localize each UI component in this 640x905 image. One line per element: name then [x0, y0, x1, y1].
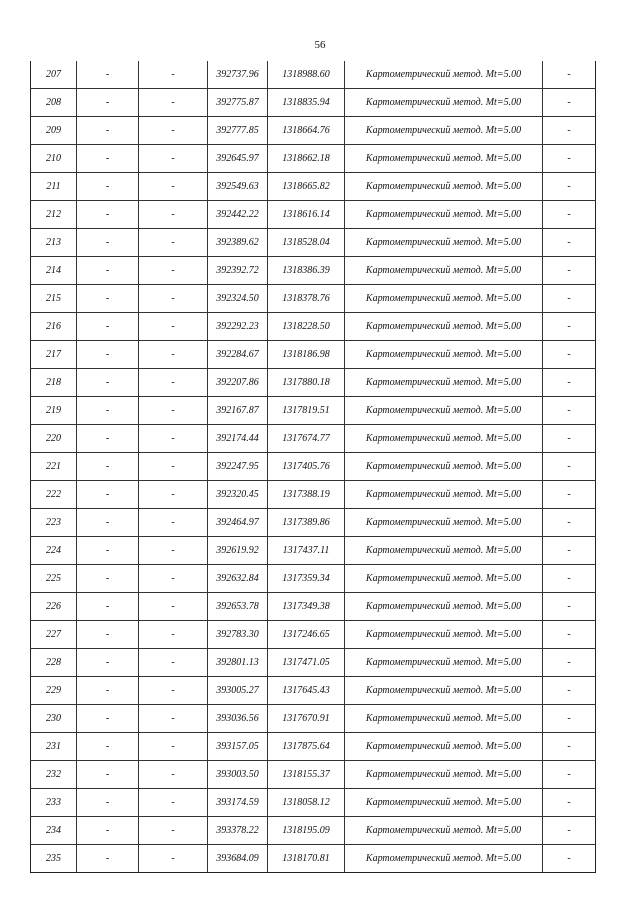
dash-cell: - — [77, 593, 139, 621]
dash-cell: - — [543, 621, 596, 649]
y-coordinate-cell: 1318665.82 — [268, 173, 345, 201]
dash-cell: - — [543, 61, 596, 89]
table-row — [31, 761, 596, 789]
y-coordinate-cell: 1318835.94 — [268, 89, 345, 117]
dash-cell: - — [77, 509, 139, 537]
x-coordinate-cell: 392619.92 — [208, 537, 268, 565]
point-number-cell: 220 — [31, 425, 77, 453]
dash-cell: - — [139, 229, 208, 257]
x-coordinate-cell: 393036.56 — [208, 705, 268, 733]
dash-cell: - — [139, 425, 208, 453]
table-row — [31, 313, 596, 341]
point-number-cell: 222 — [31, 481, 77, 509]
method-cell: Картометрический метод. Mt=5.00 — [345, 677, 543, 705]
y-coordinate-cell: 1318195.09 — [268, 817, 345, 845]
x-coordinate-cell: 393174.59 — [208, 789, 268, 817]
x-coordinate-cell: 392442.22 — [208, 201, 268, 229]
method-cell: Картометрический метод. Mt=5.00 — [345, 845, 543, 873]
dash-cell: - — [139, 817, 208, 845]
dash-cell: - — [139, 173, 208, 201]
dash-cell: - — [77, 201, 139, 229]
point-number-cell: 217 — [31, 341, 77, 369]
dash-cell: - — [543, 649, 596, 677]
dash-cell: - — [77, 397, 139, 425]
y-coordinate-cell: 1317405.76 — [268, 453, 345, 481]
x-coordinate-cell: 392247.95 — [208, 453, 268, 481]
table-row — [31, 677, 596, 705]
point-number-cell: 210 — [31, 145, 77, 173]
method-cell: Картометрический метод. Mt=5.00 — [345, 649, 543, 677]
table-row — [31, 257, 596, 285]
dash-cell: - — [543, 285, 596, 313]
method-cell: Картометрический метод. Mt=5.00 — [345, 733, 543, 761]
x-coordinate-cell: 393378.22 — [208, 817, 268, 845]
dash-cell: - — [139, 509, 208, 537]
y-coordinate-cell: 1318186.98 — [268, 341, 345, 369]
dash-cell: - — [543, 593, 596, 621]
dash-cell: - — [543, 369, 596, 397]
dash-cell: - — [543, 201, 596, 229]
method-cell: Картометрический метод. Mt=5.00 — [345, 565, 543, 593]
method-cell: Картометрический метод. Mt=5.00 — [345, 481, 543, 509]
table-row — [31, 425, 596, 453]
method-cell: Картометрический метод. Mt=5.00 — [345, 341, 543, 369]
table-row — [31, 89, 596, 117]
point-number-cell: 215 — [31, 285, 77, 313]
x-coordinate-cell: 392320.45 — [208, 481, 268, 509]
table-row — [31, 593, 596, 621]
y-coordinate-cell: 1317674.77 — [268, 425, 345, 453]
x-coordinate-cell: 392645.97 — [208, 145, 268, 173]
dash-cell: - — [543, 89, 596, 117]
method-cell: Картометрический метод. Mt=5.00 — [345, 621, 543, 649]
dash-cell: - — [543, 789, 596, 817]
dash-cell: - — [77, 537, 139, 565]
point-number-cell: 219 — [31, 397, 77, 425]
method-cell: Картометрический метод. Mt=5.00 — [345, 201, 543, 229]
x-coordinate-cell: 393684.09 — [208, 845, 268, 873]
y-coordinate-cell: 1318378.76 — [268, 285, 345, 313]
dash-cell: - — [543, 481, 596, 509]
dash-cell: - — [77, 285, 139, 313]
dash-cell: - — [139, 313, 208, 341]
y-coordinate-cell: 1318386.39 — [268, 257, 345, 285]
point-number-cell: 225 — [31, 565, 77, 593]
dash-cell: - — [543, 397, 596, 425]
dash-cell: - — [139, 705, 208, 733]
point-number-cell: 221 — [31, 453, 77, 481]
point-number-cell: 227 — [31, 621, 77, 649]
table-row — [31, 201, 596, 229]
point-number-cell: 218 — [31, 369, 77, 397]
dash-cell: - — [139, 621, 208, 649]
method-cell: Картометрический метод. Mt=5.00 — [345, 509, 543, 537]
dash-cell: - — [139, 565, 208, 593]
x-coordinate-cell: 392777.85 — [208, 117, 268, 145]
y-coordinate-cell: 1318664.76 — [268, 117, 345, 145]
x-coordinate-cell: 392389.62 — [208, 229, 268, 257]
method-cell: Картометрический метод. Mt=5.00 — [345, 89, 543, 117]
y-coordinate-cell: 1317875.64 — [268, 733, 345, 761]
point-number-cell: 211 — [31, 173, 77, 201]
table-row — [31, 733, 596, 761]
dash-cell: - — [139, 117, 208, 145]
dash-cell: - — [543, 453, 596, 481]
page-number: 56 — [314, 39, 326, 51]
point-number-cell: 230 — [31, 705, 77, 733]
dash-cell: - — [77, 845, 139, 873]
point-number-cell: 233 — [31, 789, 77, 817]
y-coordinate-cell: 1317349.38 — [268, 593, 345, 621]
y-coordinate-cell: 1318170.81 — [268, 845, 345, 873]
point-number-cell: 207 — [31, 61, 77, 89]
point-number-cell: 235 — [31, 845, 77, 873]
method-cell: Картометрический метод. Mt=5.00 — [345, 789, 543, 817]
method-cell: Картометрический метод. Mt=5.00 — [345, 761, 543, 789]
point-number-cell: 216 — [31, 313, 77, 341]
y-coordinate-cell: 1318616.14 — [268, 201, 345, 229]
x-coordinate-cell: 393157.05 — [208, 733, 268, 761]
dash-cell: - — [77, 257, 139, 285]
dash-cell: - — [139, 733, 208, 761]
y-coordinate-cell: 1317880.18 — [268, 369, 345, 397]
dash-cell: - — [77, 565, 139, 593]
y-coordinate-cell: 1317437.11 — [268, 537, 345, 565]
table-row — [31, 61, 596, 89]
dash-cell: - — [139, 789, 208, 817]
table-row — [31, 369, 596, 397]
dash-cell: - — [139, 285, 208, 313]
table-row — [31, 285, 596, 313]
method-cell: Картометрический метод. Mt=5.00 — [345, 537, 543, 565]
y-coordinate-cell: 1318228.50 — [268, 313, 345, 341]
x-coordinate-cell: 392392.72 — [208, 257, 268, 285]
point-number-cell: 234 — [31, 817, 77, 845]
dash-cell: - — [77, 425, 139, 453]
dash-cell: - — [139, 201, 208, 229]
dash-cell: - — [543, 845, 596, 873]
point-number-cell: 209 — [31, 117, 77, 145]
y-coordinate-cell: 1317670.91 — [268, 705, 345, 733]
x-coordinate-cell: 392292.23 — [208, 313, 268, 341]
y-coordinate-cell: 1317359.34 — [268, 565, 345, 593]
dash-cell: - — [77, 705, 139, 733]
point-number-cell: 229 — [31, 677, 77, 705]
x-coordinate-cell: 392783.30 — [208, 621, 268, 649]
dash-cell: - — [543, 537, 596, 565]
dash-cell: - — [139, 341, 208, 369]
table-row — [31, 509, 596, 537]
dash-cell: - — [543, 117, 596, 145]
x-coordinate-cell: 392632.84 — [208, 565, 268, 593]
dash-cell: - — [139, 845, 208, 873]
table-row — [31, 705, 596, 733]
method-cell: Картометрический метод. Mt=5.00 — [345, 229, 543, 257]
method-cell: Картометрический метод. Mt=5.00 — [345, 369, 543, 397]
x-coordinate-cell: 392775.87 — [208, 89, 268, 117]
dash-cell: - — [77, 761, 139, 789]
method-cell: Картометрический метод. Mt=5.00 — [345, 257, 543, 285]
y-coordinate-cell: 1317471.05 — [268, 649, 345, 677]
table-row — [31, 845, 596, 873]
dash-cell: - — [543, 145, 596, 173]
table-row — [31, 341, 596, 369]
dash-cell: - — [77, 117, 139, 145]
coordinates-table — [30, 61, 596, 873]
dash-cell: - — [139, 145, 208, 173]
dash-cell: - — [77, 145, 139, 173]
method-cell: Картометрический метод. Mt=5.00 — [345, 173, 543, 201]
x-coordinate-cell: 392737.96 — [208, 61, 268, 89]
y-coordinate-cell: 1318988.60 — [268, 61, 345, 89]
y-coordinate-cell: 1318528.04 — [268, 229, 345, 257]
x-coordinate-cell: 392549.63 — [208, 173, 268, 201]
point-number-cell: 208 — [31, 89, 77, 117]
dash-cell: - — [77, 621, 139, 649]
dash-cell: - — [77, 677, 139, 705]
x-coordinate-cell: 392167.87 — [208, 397, 268, 425]
y-coordinate-cell: 1317389.86 — [268, 509, 345, 537]
dash-cell: - — [543, 761, 596, 789]
method-cell: Картометрический метод. Mt=5.00 — [345, 61, 543, 89]
x-coordinate-cell: 393005.27 — [208, 677, 268, 705]
table-row — [31, 649, 596, 677]
x-coordinate-cell: 392174.44 — [208, 425, 268, 453]
table-row — [31, 229, 596, 257]
method-cell: Картометрический метод. Mt=5.00 — [345, 817, 543, 845]
point-number-cell: 232 — [31, 761, 77, 789]
dash-cell: - — [543, 733, 596, 761]
dash-cell: - — [139, 761, 208, 789]
y-coordinate-cell: 1317388.19 — [268, 481, 345, 509]
dash-cell: - — [543, 341, 596, 369]
dash-cell: - — [139, 677, 208, 705]
dash-cell: - — [543, 509, 596, 537]
method-cell: Картометрический метод. Mt=5.00 — [345, 453, 543, 481]
dash-cell: - — [77, 341, 139, 369]
y-coordinate-cell: 1317645.43 — [268, 677, 345, 705]
dash-cell: - — [139, 369, 208, 397]
dash-cell: - — [543, 173, 596, 201]
x-coordinate-cell: 392801.13 — [208, 649, 268, 677]
table-row — [31, 481, 596, 509]
table-row — [31, 621, 596, 649]
dash-cell: - — [139, 453, 208, 481]
table-row — [31, 397, 596, 425]
y-coordinate-cell: 1317819.51 — [268, 397, 345, 425]
table-row — [31, 537, 596, 565]
dash-cell: - — [77, 61, 139, 89]
point-number-cell: 214 — [31, 257, 77, 285]
dash-cell: - — [139, 257, 208, 285]
method-cell: Картометрический метод. Mt=5.00 — [345, 285, 543, 313]
dash-cell: - — [77, 733, 139, 761]
y-coordinate-cell: 1317246.65 — [268, 621, 345, 649]
dash-cell: - — [139, 397, 208, 425]
dash-cell: - — [77, 173, 139, 201]
x-coordinate-cell: 392464.97 — [208, 509, 268, 537]
dash-cell: - — [77, 313, 139, 341]
x-coordinate-cell: 392324.50 — [208, 285, 268, 313]
dash-cell: - — [139, 537, 208, 565]
dash-cell: - — [139, 593, 208, 621]
dash-cell: - — [77, 789, 139, 817]
dash-cell: - — [139, 649, 208, 677]
dash-cell: - — [543, 425, 596, 453]
y-coordinate-cell: 1318058.12 — [268, 789, 345, 817]
dash-cell: - — [77, 649, 139, 677]
dash-cell: - — [77, 481, 139, 509]
method-cell: Картометрический метод. Mt=5.00 — [345, 705, 543, 733]
dash-cell: - — [77, 229, 139, 257]
dash-cell: - — [543, 229, 596, 257]
dash-cell: - — [139, 89, 208, 117]
x-coordinate-cell: 392284.67 — [208, 341, 268, 369]
method-cell: Картометрический метод. Mt=5.00 — [345, 313, 543, 341]
y-coordinate-cell: 1318662.18 — [268, 145, 345, 173]
dash-cell: - — [77, 369, 139, 397]
x-coordinate-cell: 392653.78 — [208, 593, 268, 621]
table-row — [31, 173, 596, 201]
x-coordinate-cell: 392207.86 — [208, 369, 268, 397]
x-coordinate-cell: 393003.50 — [208, 761, 268, 789]
point-number-cell: 226 — [31, 593, 77, 621]
dash-cell: - — [139, 481, 208, 509]
dash-cell: - — [77, 817, 139, 845]
method-cell: Картометрический метод. Mt=5.00 — [345, 117, 543, 145]
table-row — [31, 453, 596, 481]
dash-cell: - — [77, 453, 139, 481]
dash-cell: - — [543, 565, 596, 593]
dash-cell: - — [543, 817, 596, 845]
table-row — [31, 565, 596, 593]
table-row — [31, 145, 596, 173]
y-coordinate-cell: 1318155.37 — [268, 761, 345, 789]
method-cell: Картометрический метод. Mt=5.00 — [345, 145, 543, 173]
point-number-cell: 213 — [31, 229, 77, 257]
table-row — [31, 817, 596, 845]
table-row — [31, 789, 596, 817]
dash-cell: - — [543, 677, 596, 705]
dash-cell: - — [77, 89, 139, 117]
method-cell: Картометрический метод. Mt=5.00 — [345, 593, 543, 621]
dash-cell: - — [543, 257, 596, 285]
point-number-cell: 224 — [31, 537, 77, 565]
point-number-cell: 212 — [31, 201, 77, 229]
point-number-cell: 231 — [31, 733, 77, 761]
dash-cell: - — [139, 61, 208, 89]
point-number-cell: 228 — [31, 649, 77, 677]
method-cell: Картометрический метод. Mt=5.00 — [345, 397, 543, 425]
dash-cell: - — [543, 705, 596, 733]
method-cell: Картометрический метод. Mt=5.00 — [345, 425, 543, 453]
point-number-cell: 223 — [31, 509, 77, 537]
dash-cell: - — [543, 313, 596, 341]
table-row — [31, 117, 596, 145]
